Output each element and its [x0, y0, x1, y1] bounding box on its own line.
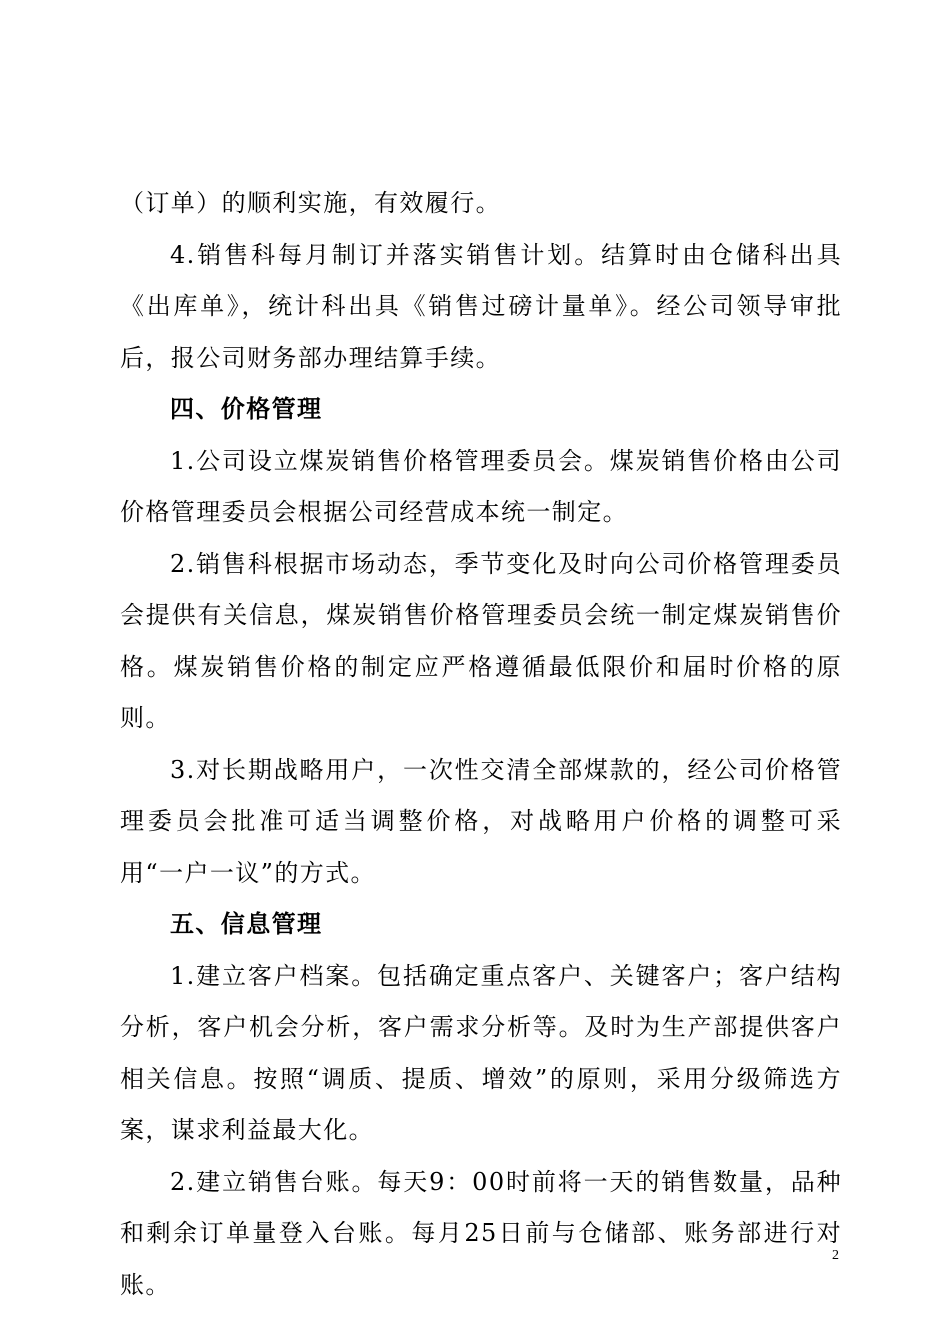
paragraph-customer-files: 1.建立客户档案。包括确定重点客户、关键客户；客户结构分析，客户机会分析，客户需求分析等。及时为生产部提供客户相关信息。按照“调质、提质、增效”的原则，采用分级筛选方案，谋求利益最大化。 — [120, 961, 842, 1144]
page-number: 2 — [832, 1248, 839, 1263]
section-heading-information-management: 五、信息管理 — [170, 910, 323, 938]
paragraph-strategic-users: 3.对长期战略用户，一次性交清全部煤款的，经公司价格管理委员会批准可适当调整价格，对战略用户价格的调整可采用“一户一议”的方式。 — [120, 755, 842, 887]
paragraph-price-committee: 1.公司设立煤炭销售价格管理委员会。煤炭销售价格由公司价格管理委员会根据公司经营成本统一制定。 — [120, 446, 842, 526]
paragraph-sales-plan: 4.销售科每月制订并落实销售计划。结算时由仓储科出具《出库单》，统计科出具《销售过磅计量单》。经公司领导审批后，报公司财务部办理结算手续。 — [120, 240, 842, 372]
paragraph-market-information: 2.销售科根据市场动态，季节变化及时向公司价格管理委员会提供有关信息，煤炭销售价格管理委员会统一制定煤炭销售价格。煤炭销售价格的制定应严格遵循最低限价和届时价格的原则。 — [120, 549, 842, 732]
document-body — [120, 178, 842, 1311]
paragraph-sales-ledger: 2.建立销售台账。每天9：00时前将一天的销售数量，品种和剩余订单量登入台账。每月25日前与仓储部、账务部进行对账。 — [120, 1167, 842, 1299]
section-heading-price-management: 四、价格管理 — [170, 395, 323, 423]
paragraph-order-continuation: （订单）的顺利实施，有效履行。 — [120, 189, 501, 217]
